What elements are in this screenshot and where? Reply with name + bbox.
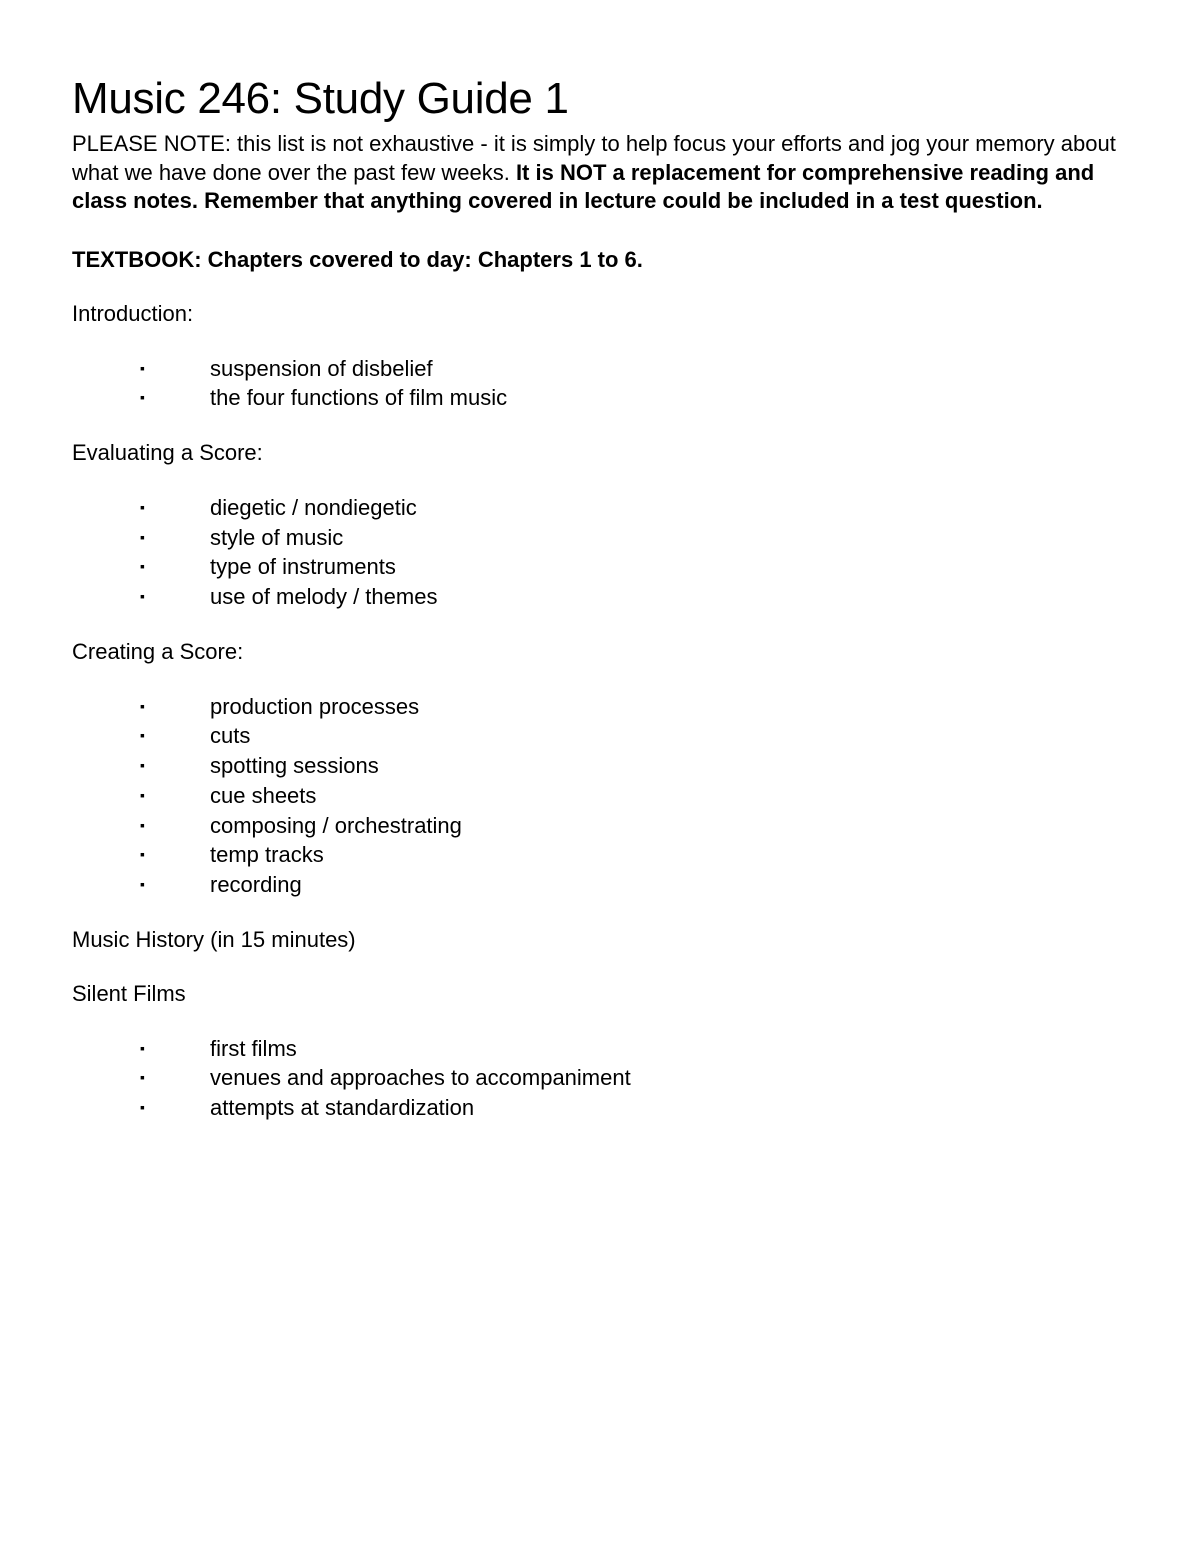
disclaimer-bold-text: It is NOT a replacement for comprehensive reading and class notes. Remember that anything covered in lecture could be included in a test question. xyxy=(72,159,1095,213)
list-item xyxy=(72,354,1132,384)
document-page xyxy=(72,68,1132,1123)
bullet-icon: ▪ xyxy=(140,875,145,892)
bullet-list xyxy=(72,692,1132,900)
list-item-text: venues and approaches to accompaniment xyxy=(210,1065,631,1091)
list-item-text: recording xyxy=(210,871,302,897)
section-heading: Introduction: xyxy=(72,300,194,326)
list-item xyxy=(72,523,1132,553)
bullet-icon: ▪ xyxy=(140,727,145,744)
bullet-icon: ▪ xyxy=(140,846,145,863)
bullet-icon: ▪ xyxy=(140,757,145,774)
bullet-icon: ▪ xyxy=(140,558,145,575)
list-item-text: use of melody / themes xyxy=(210,584,438,610)
document-title: Music 246: Study Guide 1 xyxy=(72,74,569,123)
list-item-text: temp tracks xyxy=(210,842,324,868)
section-heading: Creating a Score: xyxy=(72,638,244,664)
list-item xyxy=(72,721,1132,751)
bullet-icon: ▪ xyxy=(140,359,145,376)
bullet-icon: ▪ xyxy=(140,1069,145,1086)
list-item-text: production processes xyxy=(210,693,420,719)
list-item-text: type of instruments xyxy=(210,554,396,580)
bullet-icon: ▪ xyxy=(140,816,145,833)
list-item-text: suspension of disbelief xyxy=(210,355,433,381)
bullet-icon: ▪ xyxy=(140,697,145,714)
section-heading: Music History (in 15 minutes) xyxy=(72,926,356,952)
list-item xyxy=(72,751,1132,781)
list-item-text: cuts xyxy=(210,723,251,749)
study-sections xyxy=(72,300,1132,1123)
list-item-text: style of music xyxy=(210,524,344,550)
list-item-text: cue sheets xyxy=(210,782,317,808)
list-item-text: the four functions of film music xyxy=(210,385,508,411)
list-item-text: spotting sessions xyxy=(210,753,379,779)
list-item-text: first films xyxy=(210,1035,297,1061)
list-item xyxy=(72,383,1132,413)
bullet-icon: ▪ xyxy=(140,786,145,803)
list-item-text: composing / orchestrating xyxy=(210,812,462,838)
list-item-text: diegetic / nondiegetic xyxy=(210,494,417,520)
bullet-icon: ▪ xyxy=(140,588,145,605)
bullet-icon: ▪ xyxy=(140,1039,145,1056)
list-item xyxy=(72,552,1132,582)
list-item xyxy=(72,1093,1132,1123)
disclaimer-note xyxy=(72,130,1132,216)
list-item-text: attempts at standardization xyxy=(210,1095,475,1121)
bullet-list xyxy=(72,354,1132,413)
list-item xyxy=(72,781,1132,811)
section-heading: Silent Films xyxy=(72,980,186,1006)
bullet-icon: ▪ xyxy=(140,1099,145,1116)
bullet-list xyxy=(72,1034,1132,1123)
list-item xyxy=(72,1063,1132,1093)
list-item xyxy=(72,582,1132,612)
bullet-icon: ▪ xyxy=(140,498,145,515)
list-item xyxy=(72,840,1132,870)
bullet-icon: ▪ xyxy=(140,528,145,545)
list-item xyxy=(72,870,1132,900)
bullet-icon: ▪ xyxy=(140,389,145,406)
section-heading: Evaluating a Score: xyxy=(72,439,263,465)
list-item xyxy=(72,811,1132,841)
list-item xyxy=(72,692,1132,722)
list-item xyxy=(72,1034,1132,1064)
disclaimer-plain-text: PLEASE NOTE: this list is not exhaustive - it is simply to help focus your efforts and jog your memory about what we have done over the past few weeks. xyxy=(72,131,1116,185)
textbook-chapters: TEXTBOOK: Chapters covered to day: Chapters 1 to 6. xyxy=(72,246,643,272)
list-item xyxy=(72,493,1132,523)
bullet-list xyxy=(72,493,1132,612)
